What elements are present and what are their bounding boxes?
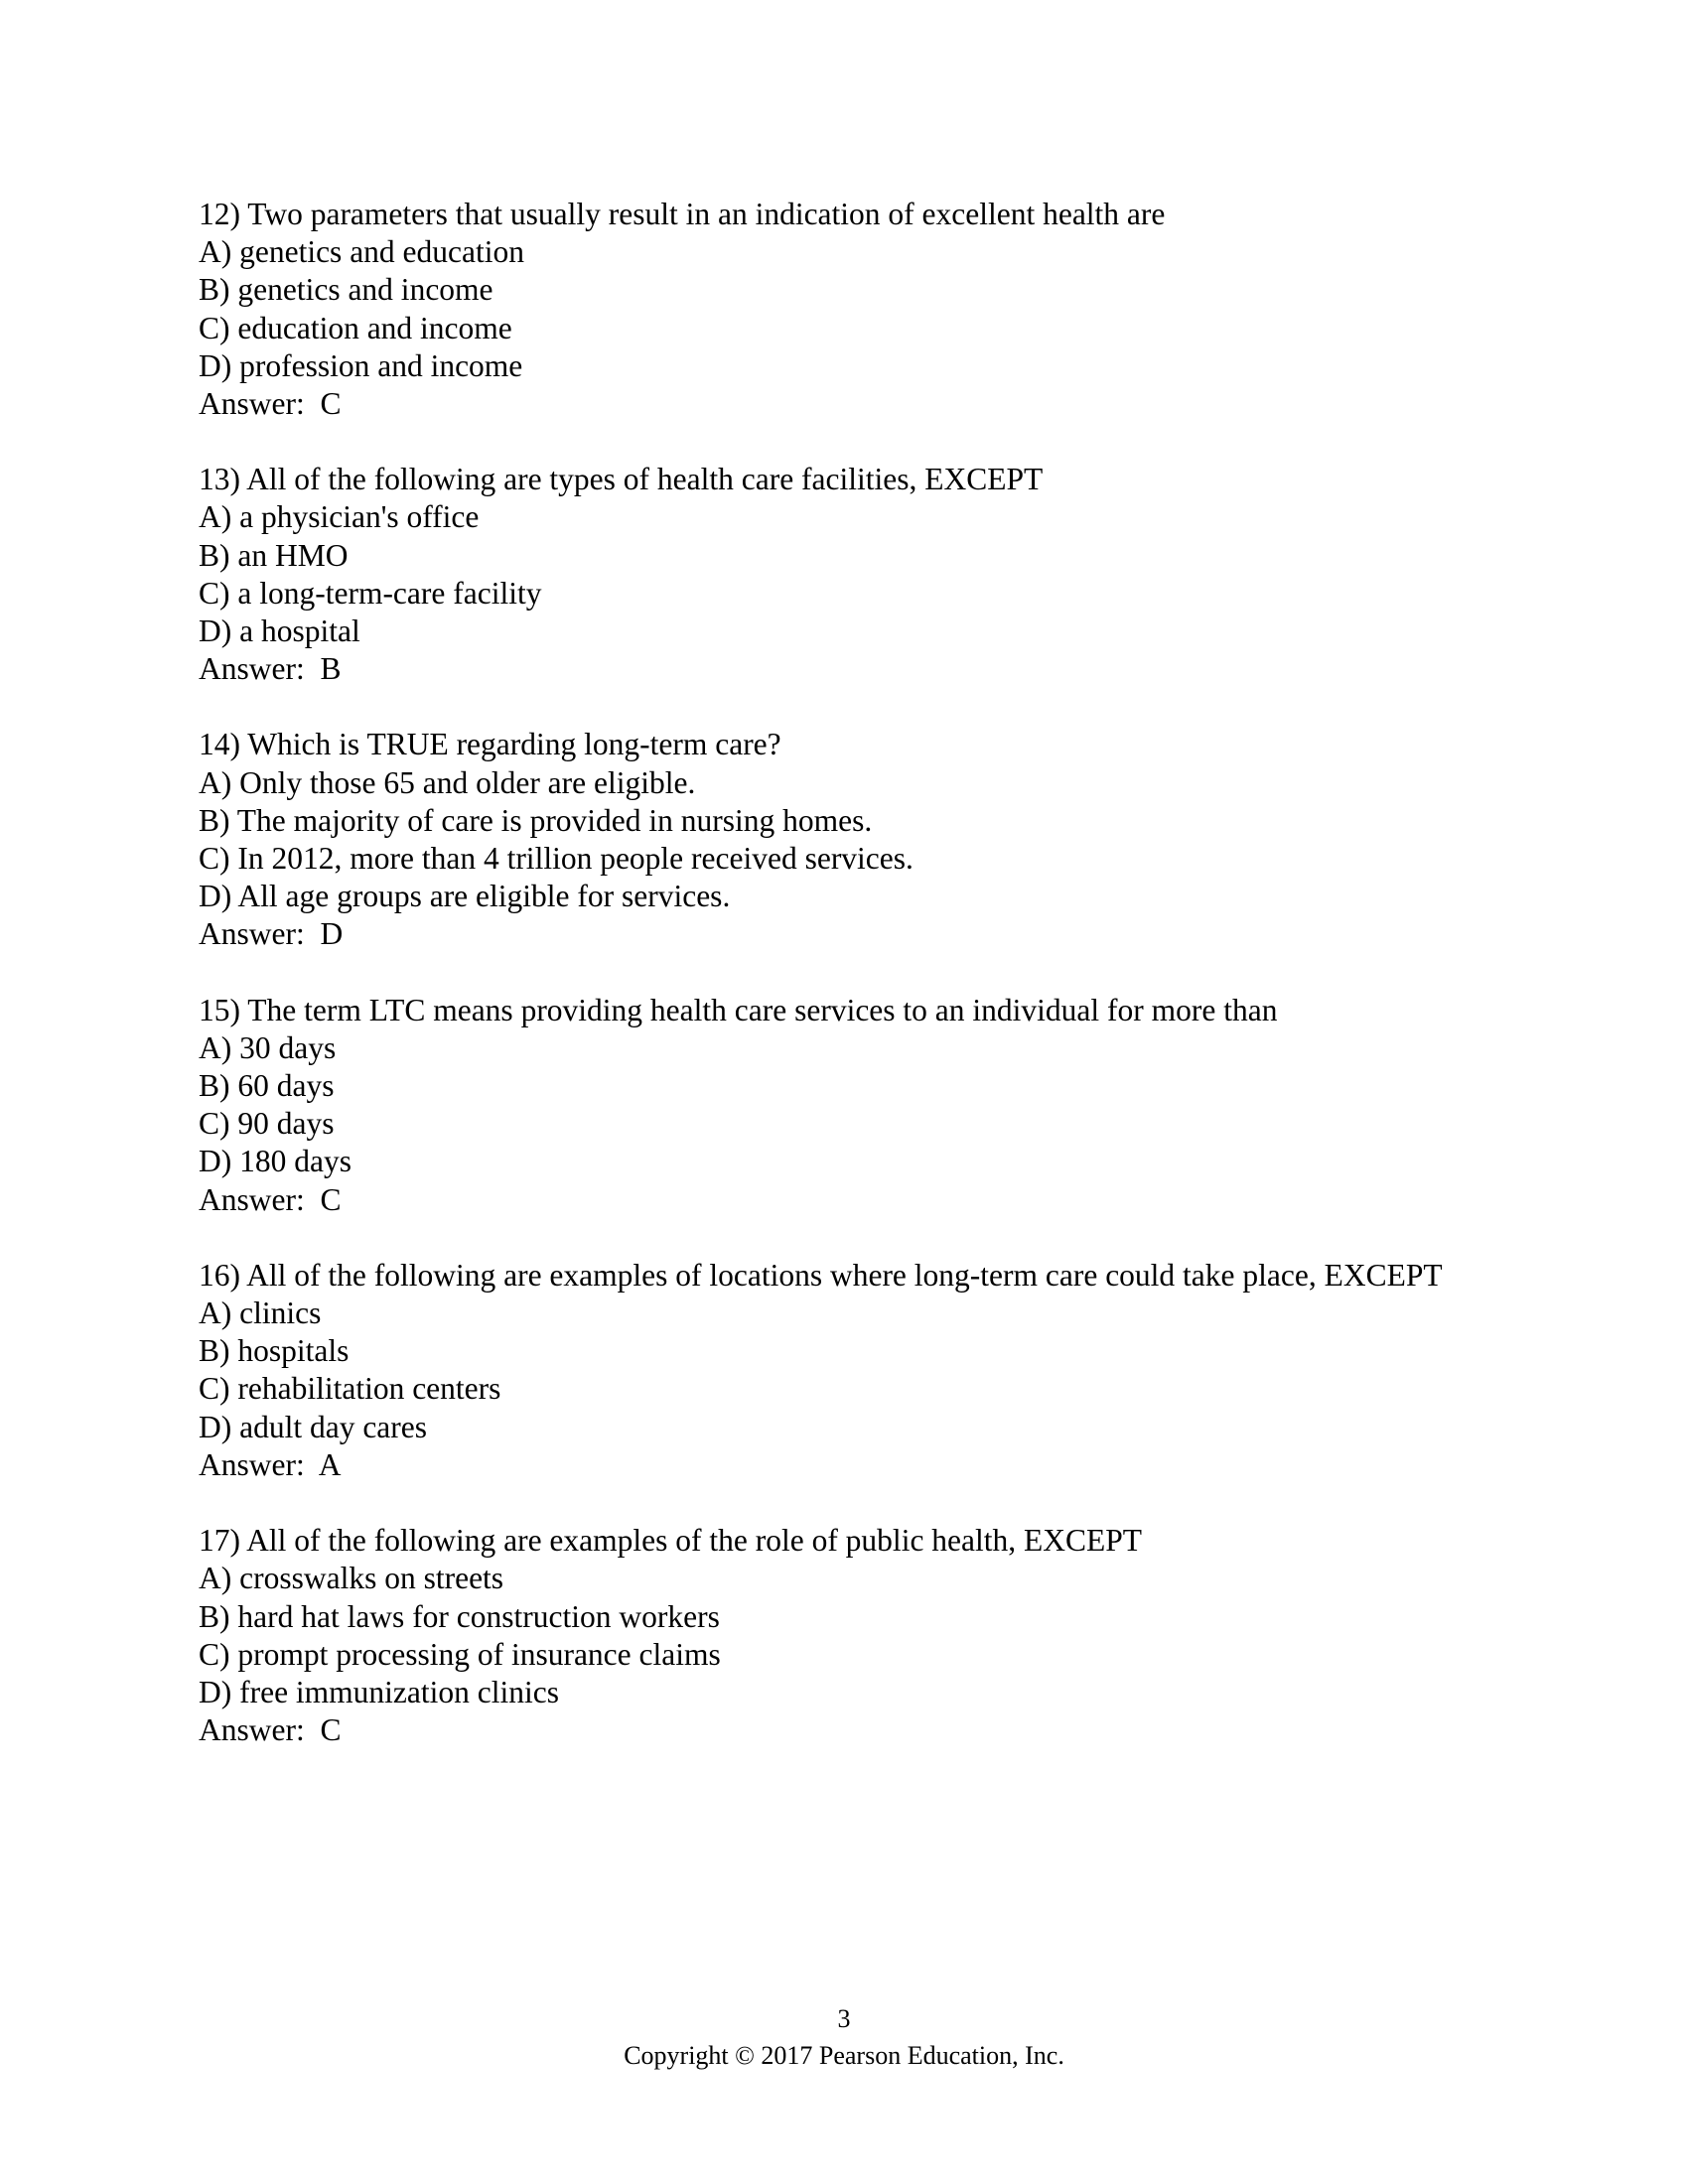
answer-line: Answer: C: [199, 386, 342, 422]
option-b: B) genetics and income: [199, 272, 493, 308]
option-d: D) free immunization clinics: [199, 1674, 560, 1709]
option-d: D) 180 days: [199, 1144, 352, 1179]
question-prompt: 15) The term LTC means providing health care services to an individual for more than: [199, 992, 1278, 1027]
option-b: B) hard hat laws for construction workers: [199, 1598, 720, 1634]
option-d: D) a hospital: [199, 614, 360, 649]
question-prompt: 14) Which is TRUE regarding long-term care?: [199, 727, 781, 762]
question-prompt: 13) All of the following are types of health care facilities, EXCEPT: [199, 462, 1044, 497]
option-b: B) The majority of care is provided in nursing homes.: [199, 802, 873, 838]
page-number: 3: [837, 2004, 851, 2033]
answer-line: Answer: A: [199, 1446, 342, 1482]
answer-line: Answer: C: [199, 1181, 342, 1217]
copyright-notice: Copyright © 2017 Pearson Education, Inc.: [624, 2041, 1064, 2070]
question-16: [199, 1257, 1489, 1484]
question-prompt: 12) Two parameters that usually result in an indication of excellent health are: [199, 197, 1166, 231]
option-c: C) prompt processing of insurance claims: [199, 1636, 721, 1672]
option-b: B) an HMO: [199, 537, 349, 573]
question-14: [199, 726, 1489, 953]
question-15: [199, 992, 1489, 1219]
question-prompt: 17) All of the following are examples of the role of public health, EXCEPT: [199, 1523, 1143, 1559]
option-d: D) All age groups are eligible for services.: [199, 879, 731, 914]
option-d: D) profession and income: [199, 347, 523, 383]
question-13: [199, 461, 1489, 688]
option-c: C) a long-term-care facility: [199, 575, 542, 611]
question-17: [199, 1522, 1489, 1749]
option-a: A) genetics and education: [199, 234, 524, 270]
page-footer: [0, 2000, 1688, 2074]
option-c: C) 90 days: [199, 1106, 335, 1142]
option-a: A) crosswalks on streets: [199, 1561, 504, 1596]
question-list: [199, 196, 1489, 1787]
answer-line: Answer: B: [199, 651, 342, 687]
option-c: C) education and income: [199, 310, 512, 345]
option-a: A) a physician's office: [199, 499, 480, 535]
option-b: B) hospitals: [199, 1333, 350, 1369]
option-b: B) 60 days: [199, 1068, 335, 1104]
option-c: C) rehabilitation centers: [199, 1371, 501, 1407]
option-a: A) clinics: [199, 1296, 322, 1331]
option-d: D) adult day cares: [199, 1409, 428, 1444]
option-c: C) In 2012, more than 4 trillion people received services.: [199, 841, 914, 877]
question-12: [199, 196, 1489, 423]
question-prompt: 16) All of the following are examples of locations where long-term care could take place, EXCEPT: [199, 1257, 1443, 1293]
option-a: A) Only those 65 and older are eligible.: [199, 764, 696, 800]
answer-line: Answer: D: [199, 916, 344, 952]
answer-line: Answer: C: [199, 1712, 342, 1748]
option-a: A) 30 days: [199, 1029, 337, 1065]
